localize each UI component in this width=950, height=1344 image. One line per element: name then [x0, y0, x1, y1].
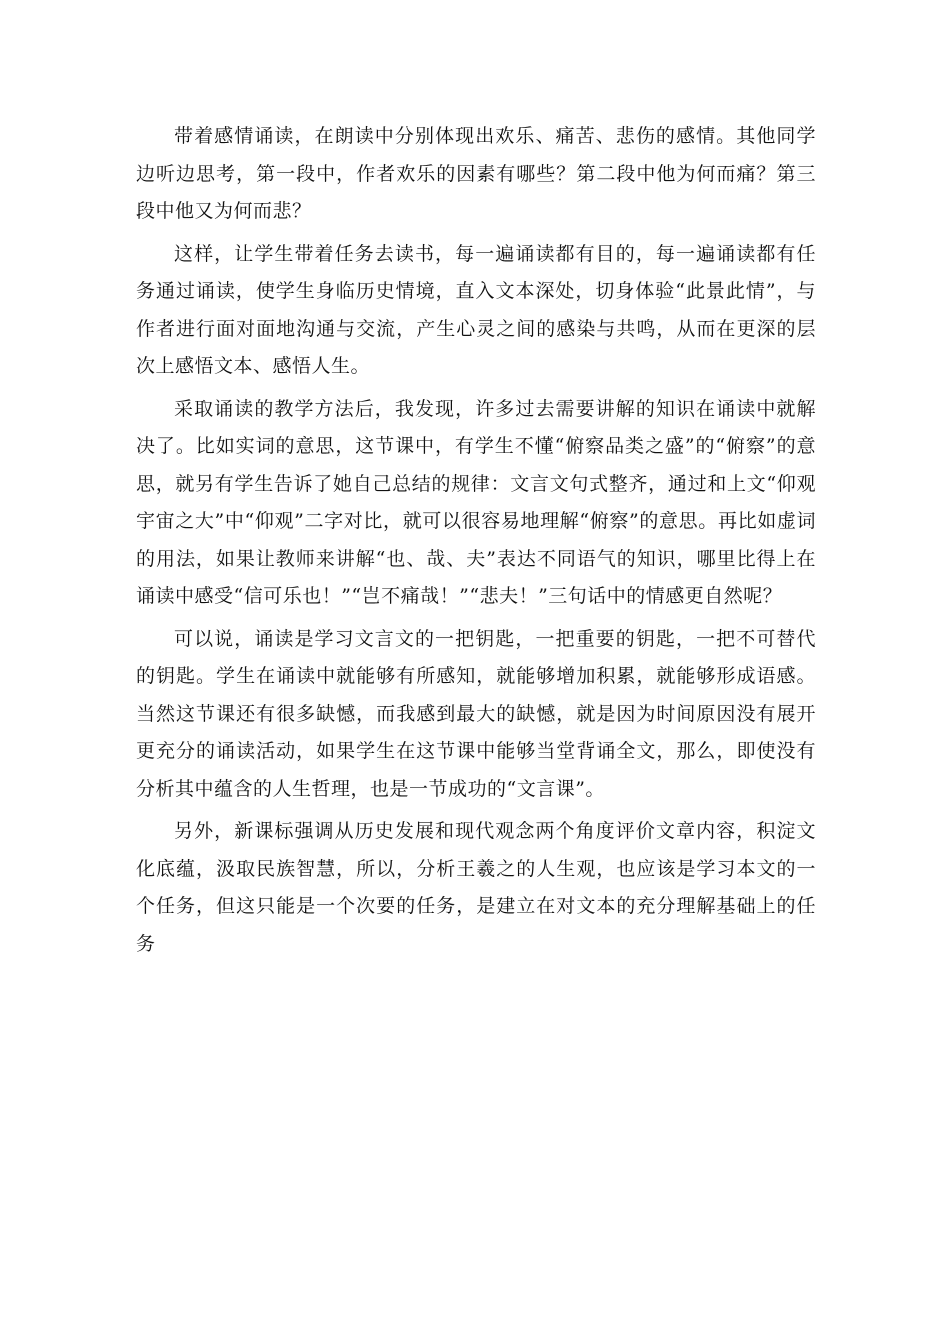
paragraph-3: 采取诵读的教学方法后，我发现，许多过去需要讲解的知识在诵读中就解决了。比如实词的意思，这节课中，有学生不懂“俯察品类之盛”的“俯察”的意思，就另有学生告诉了她自己总结的规律：文言文句式整齐，通过和上文“仰观宇宙之大”中“仰观”二字对比，就可以很容易地理解“俯察”的意思。再比如虚词的用法，如果让教师来讲解“也、哉、夫”表达不同语气的知识，哪里比得上在诵读中感受“信可乐也！”“岂不痛哉！”“悲夫！”三句话中的情感更自然呢？	[136, 397, 816, 607]
document-body	[136, 118, 816, 968]
paragraph-5: 另外，新课标强调从历史发展和现代观念两个角度评价文章内容，积淀文化底蕴，汲取民族智慧，所以，分析王羲之的人生观，也应该是学习本文的一个任务，但这只能是一个次要的任务，是建立在对文本的充分理解基础上的任务	[136, 820, 816, 955]
paragraph-4: 可以说，诵读是学习文言文的一把钥匙，一把重要的钥匙，一把不可替代的钥匙。学生在诵读中就能够有所感知，就能够增加积累，就能够形成语感。当然这节课还有很多缺憾，而我感到最大的缺憾，就是因为时间原因没有展开更充分的诵读活动，如果学生在这节课中能够当堂背诵全文，那么，即使没有分析其中蕴含的人生哲理，也是一节成功的“文言课”。	[136, 627, 816, 800]
paragraph-1: 带着感情诵读，在朗读中分别体现出欢乐、痛苦、悲伤的感情。其他同学边听边思考，第一段中，作者欢乐的因素有哪些？第二段中他为何而痛？第三段中他又为何而悲？	[136, 125, 816, 222]
paragraph-2: 这样，让学生带着任务去读书，每一遍诵读都有目的，每一遍诵读都有任务通过诵读，使学生身临历史情境，直入文本深处，切身体验“此景此情”，与作者进行面对面地沟通与交流，产生心灵之间的感染与共鸣，从而在更深的层次上感悟文本、感悟人生。	[136, 242, 816, 377]
